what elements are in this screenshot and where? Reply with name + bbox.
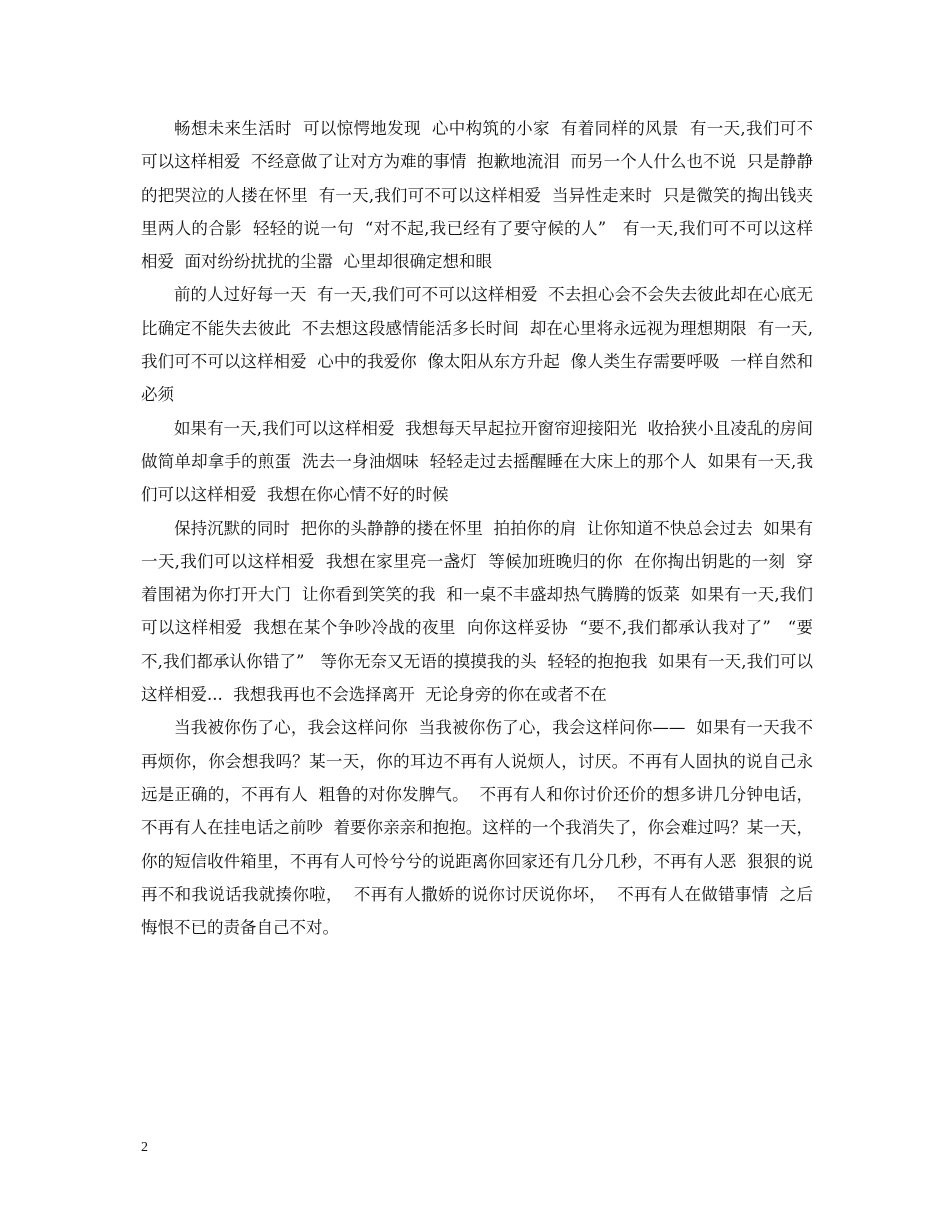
paragraph-5: 当我被你伤了心，我会这样问你 当我被你伤了心，我会这样问你—— 如果有一天我不再烦你，你会想我吗？某一天，你的耳边不再有人说烦人，讨厌。不再有人固执的说自己永远是正确的，不再有人 粗鲁的对你发脾气。 不再有人和你讨价还价的想多讲几分钟电话， 不再有人在挂电话之前吵 着要你亲亲和抱抱。这样的一个我消失了，你会难过吗？某一天，你的短信收件箱里，不再有人可怜兮兮的说距离你回家还有几分几秒，不再有人恶 狠狠的说再不和我说话我就揍你啦， 不再有人撒娇的说你讨厌说你坏， 不再有人在做错事情 之后悔恨不已的责备自己不对。 [141, 718, 824, 938]
document-body [141, 112, 824, 944]
paragraph-3: 如果有一天,我们可以这样相爱 我想每天早起拉开窗帘迎接阳光 收拾狭小且凌乱的房间 做简单却拿手的煎蛋 洗去一身油烟味 轻轻走过去摇醒睡在大床上的那个人 如果有一天,我们可以这样相爱 我想在你心情不好的时候 [141, 418, 824, 505]
paragraph-4: 保持沉默的同时 把你的头静静的搂在怀里 拍拍你的肩 让你知道不快总会过去 如果有一天,我们可以这样相爱 我想在家里亮一盏灯 等候加班晚归的你 在你掏出钥匙的一刻 穿着围裙为你打开大门 让你看到笑笑的我 和一桌不丰盛却热气腾腾的饭菜 如果有一天,我们可以这样相爱 我想在某个争吵冷战的夜里 向你这样妥协 “要不,我们都承认我对了” “要不,我们都承认你错了” 等你无奈又无语的摸摸我的头 轻轻的抱抱我 如果有一天,我们可以这样相爱... 我想我再也不会选择离开 无论身旁的你在或者不在 [141, 518, 813, 705]
page-number: 2 [141, 1140, 148, 1155]
paragraph-2: 前的人过好每一天 有一天,我们可不可以这样相爱 不去担心会不会失去彼此却在心底无比确定不能失去彼此 不去想这段感情能活多长时间 却在心里将永远视为理想期限 有一天,我们可不可以这样相爱 心中的我爱你 像太阳从东方升起 像人类生存需要呼吸 一样自然和必须 [141, 285, 813, 405]
paragraph-1: 畅想未来生活时 可以惊愕地发现 心中构筑的小家 有着同样的风景 有一天,我们可不可以这样相爱 不经意做了让对方为难的事情 抱歉地流泪 而另一个人什么也不说 只是静静的把哭泣的人搂在怀里 有一天,我们可不可以这样相爱 当异性走来时 只是微笑的掏出钱夹里两人的合影 轻轻的说一句 “对不起,我已经有了要守候的人” 有一天,我们可不可以这样相爱 面对纷纷扰扰的尘嚣 心里却很确定想和眼 [141, 119, 813, 272]
